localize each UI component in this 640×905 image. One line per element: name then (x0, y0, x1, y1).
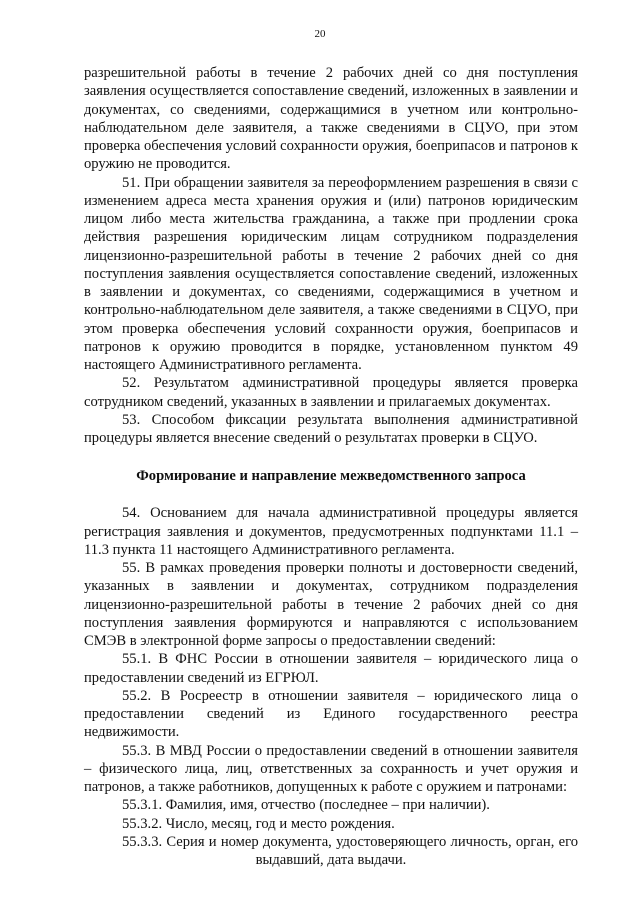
paragraph-55-1: 55.1. В ФНС России в отношении заявителя – юридического лица о предоставлении сведений из ЕГРЮЛ. (84, 651, 578, 686)
paragraph-continuation: разрешительной работы в течение 2 рабочих дней со дня поступления заявления осуществляется сопоставление сведений, изложенных в заявлении и документах, со сведениями, содержащимися в учетном или контрольно-наблюдательном деле заявителя, а также сведениями в СЦУО, при этом проверка обеспечения условий сохранности оружия, боеприпасов и патронов к оружию не проводится. (84, 65, 578, 173)
paragraph-55-2: 55.2. В Росреестр в отношении заявителя – юридического лица о предоставлении сведений из Единого государственного реестра недвижимости. (84, 687, 578, 741)
paragraph-55-3: 55.3. В МВД России о предоставлении сведений в отношении заявителя – физического лица, лиц, ответственных за сохранность и учет оружия и патронов, а также работников, допущенных к работе с оружием и патронами: (84, 742, 578, 795)
paragraph-55-3-3: 55.3.3. Серия и номер документа, удостоверяющего личность, орган, его выдавший, дата выдачи. (122, 833, 578, 868)
paragraph-52: 52. Результатом административной процедуры является проверка сотрудником сведений, указанных в заявлении и прилагаемых документах. (84, 375, 578, 410)
paragraph-55: 55. В рамках проведения проверки полноты и достоверности сведений, указанных в заявлении и документах, сотрудником подразделения лицензионно-разрешительной работы в течение 2 рабочих дней со дня поступления заявления формируются и направляются с использованием СМЭВ в электронной форме запросы о предоставлении сведений: (84, 560, 578, 649)
paragraph-51: 51. При обращении заявителя за переоформлением разрешения в связи с изменением адреса места хранения оружия и (или) патронов юридическим лицом либо места жительства гражданина, а также при продлении срока действия разрешения юридическим лицам сотрудником подразделения лицензионно-разрешительной работы в течение 2 рабочих дней со дня поступления заявления осуществляется сопоставление сведений, изложенных в заявлении и документах, со сведениями, содержащимися в учетном и контрольно-наблюдательном деле заявителя, а также сведениями в СЦУО, при этом проверка обеспечения условий сохранности оружия, боеприпасов и патронов к оружию проводится в порядке, установленном пунктом 49 настоящего Административного регламента. (84, 174, 578, 373)
paragraph-54: 54. Основанием для начала административной процедуры является регистрация заявления и документов, предусмотренных подпунктами 11.1 – 11.3 пункта 11 настоящего Административного регламента. (84, 505, 578, 558)
paragraph-55-3-1: 55.3.1. Фамилия, имя, отчество (последнее – при наличии). (122, 797, 490, 814)
document-body (84, 64, 578, 869)
paragraph-53: 53. Способом фиксации результата выполнения административной процедуры является внесение сведений о результатах проверки в СЦУО. (84, 411, 578, 446)
section-heading: Формирование и направление межведомственного запроса (136, 468, 526, 485)
paragraph-55-3-2: 55.3.2. Число, месяц, год и место рождения. (122, 815, 395, 832)
page-number: 20 (314, 28, 326, 40)
